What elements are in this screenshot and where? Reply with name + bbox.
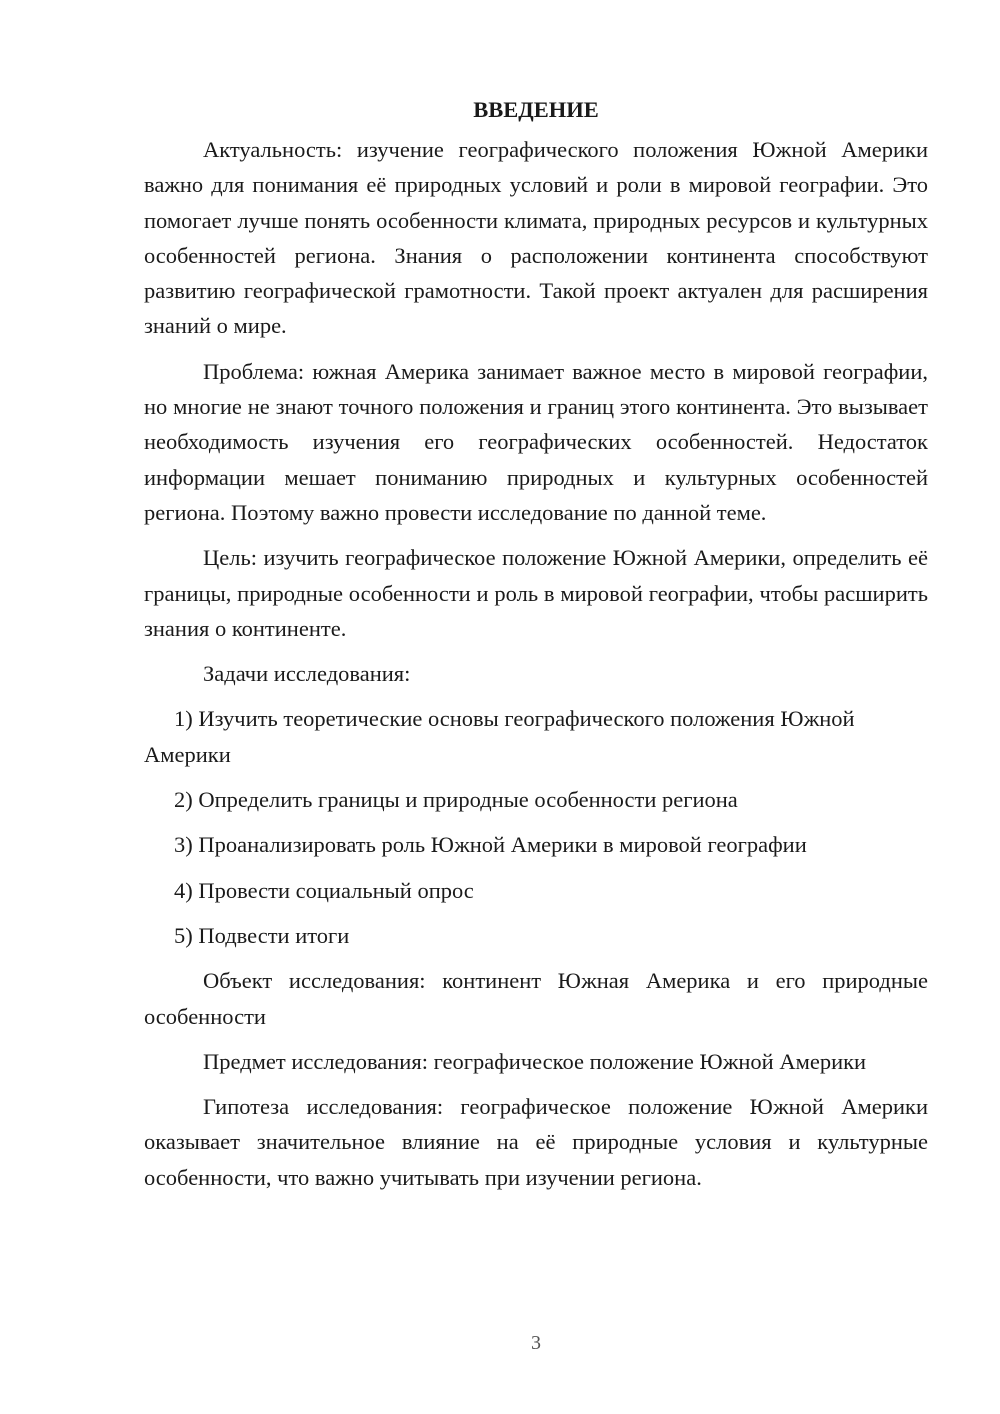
document-page <box>144 92 928 1205</box>
hypothesis-paragraph: Гипотеза исследования: географическое положение Южной Америки оказывает значительное влияние на её природные условия и культурные особенности, что важно учитывать при изучении региона. <box>144 1094 928 1190</box>
task-item-5: 5) Подвести итоги <box>174 922 350 948</box>
task-item-4: 4) Провести социальный опрос <box>174 877 474 903</box>
task-item-2: 2) Определить границы и природные особенности региона <box>174 787 738 813</box>
goal-paragraph: Цель: изучить географическое положение Южной Америки, определить её границы, природные особенности и роль в мировой географии, чтобы расширить знания о континенте. <box>144 545 928 641</box>
page-title: ВВЕДЕНИЕ <box>473 97 599 122</box>
page-number: 3 <box>531 1332 541 1354</box>
subject-paragraph: Предмет исследования: географическое положение Южной Америки <box>203 1048 867 1074</box>
task-item-3: 3) Проанализировать роль Южной Америки в мировой географии <box>174 832 807 858</box>
tasks-heading: Задачи исследования: <box>203 661 411 687</box>
problem-paragraph: Проблема: южная Америка занимает важное место в мировой географии, но многие не знают точного положения и границ этого континента. Это вызывает необходимость изучения его географических особенностей. Недостаток информации мешает пониманию природных и культурных особенностей региона. Поэтому важно провести исследование по данной теме. <box>144 358 928 525</box>
relevance-paragraph: Актуальность: изучение географического положения Южной Америки важно для понимания её природных условий и роли в мировой географии. Это помогает лучше понять особенности климата, природных ресурсов и культурных особенностей региона. Знания о расположении континента способствуют развитию географической грамотности. Такой проект актуален для расширения знаний о мире. <box>144 137 928 339</box>
task-item-1: 1) Изучить теоретические основы географического положения Южной Америки <box>144 706 855 767</box>
object-paragraph: Объект исследования: континент Южная Америка и его природные особенности <box>144 968 928 1029</box>
